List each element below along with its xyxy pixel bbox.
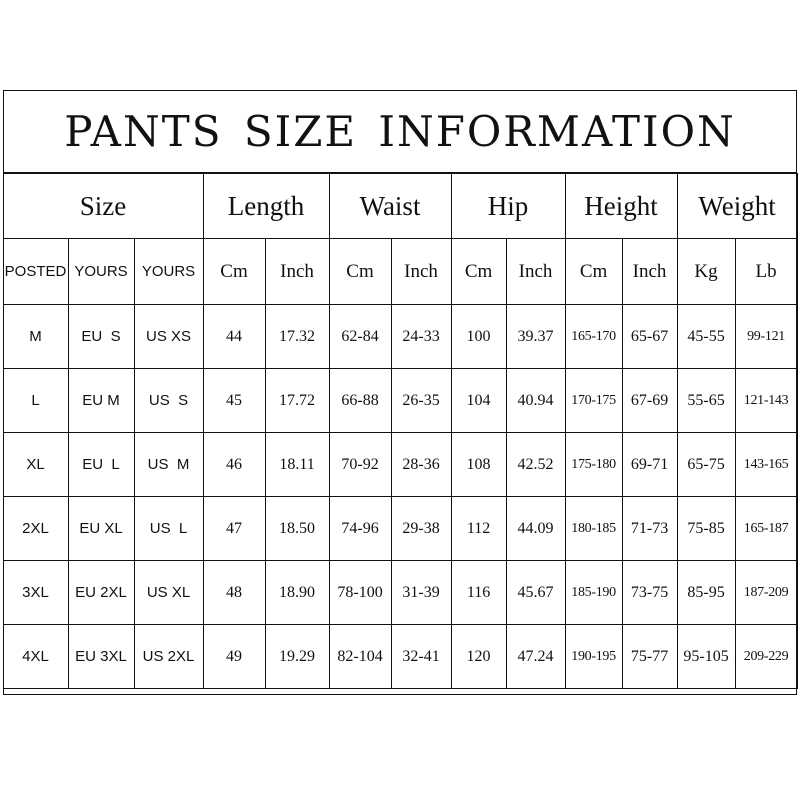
table-row — [3, 561, 797, 625]
size-chart — [3, 90, 797, 695]
table-cell: 17.32 — [265, 305, 329, 369]
group-hip: Hip — [451, 174, 565, 239]
table-cell: EU M — [68, 369, 134, 433]
unit-header-cell: Inch — [506, 239, 565, 305]
table-cell: US 2XL — [134, 625, 203, 689]
table-cell: 73-75 — [622, 561, 677, 625]
table-cell: 39.37 — [506, 305, 565, 369]
table-row — [3, 497, 797, 561]
unit-header-cell: Inch — [265, 239, 329, 305]
group-size: Size — [3, 174, 203, 239]
unit-header-cell: Cm — [203, 239, 265, 305]
table-cell: 49 — [203, 625, 265, 689]
table-cell: 75-77 — [622, 625, 677, 689]
table-cell: 32-41 — [391, 625, 451, 689]
table-cell: 112 — [451, 497, 506, 561]
table-cell: 71-73 — [622, 497, 677, 561]
table-cell: 104 — [451, 369, 506, 433]
table-cell: 2XL — [3, 497, 68, 561]
table-cell: 165-187 — [735, 497, 797, 561]
table-cell: 170-175 — [565, 369, 622, 433]
table-cell: US S — [134, 369, 203, 433]
table-cell: 66-88 — [329, 369, 391, 433]
table-cell: 175-180 — [565, 433, 622, 497]
unit-header-cell: Cm — [451, 239, 506, 305]
table-cell: 143-165 — [735, 433, 797, 497]
table-cell: 18.90 — [265, 561, 329, 625]
table-cell: 29-38 — [391, 497, 451, 561]
table-cell: 121-143 — [735, 369, 797, 433]
unit-header-cell: Lb — [735, 239, 797, 305]
table-cell: 44 — [203, 305, 265, 369]
table-cell: L — [3, 369, 68, 433]
table-cell: 62-84 — [329, 305, 391, 369]
table-cell: 165-170 — [565, 305, 622, 369]
table-cell: 45-55 — [677, 305, 735, 369]
table-cell: 46 — [203, 433, 265, 497]
group-waist: Waist — [329, 174, 451, 239]
table-row — [3, 625, 797, 689]
table-cell: 85-95 — [677, 561, 735, 625]
table-cell: US XL — [134, 561, 203, 625]
unit-header-cell: YOURS — [68, 239, 134, 305]
unit-header-cell: Kg — [677, 239, 735, 305]
table-cell: 31-39 — [391, 561, 451, 625]
table-cell: 187-209 — [735, 561, 797, 625]
table-cell: 70-92 — [329, 433, 391, 497]
table-cell: 45 — [203, 369, 265, 433]
unit-header-cell: POSTED — [3, 239, 68, 305]
table-cell: EU XL — [68, 497, 134, 561]
table-cell: 65-67 — [622, 305, 677, 369]
unit-header-cell: YOURS — [134, 239, 203, 305]
table-cell: 17.72 — [265, 369, 329, 433]
table-cell: 40.94 — [506, 369, 565, 433]
unit-header-cell: Cm — [565, 239, 622, 305]
table-cell: 45.67 — [506, 561, 565, 625]
table-cell: 44.09 — [506, 497, 565, 561]
table-cell: 28-36 — [391, 433, 451, 497]
table-cell: 3XL — [3, 561, 68, 625]
group-length: Length — [203, 174, 329, 239]
table-cell: 180-185 — [565, 497, 622, 561]
table-cell: 75-85 — [677, 497, 735, 561]
table-cell: 47 — [203, 497, 265, 561]
table-cell: 190-195 — [565, 625, 622, 689]
table-cell: M — [3, 305, 68, 369]
table-cell: 95-105 — [677, 625, 735, 689]
table-row — [3, 305, 797, 369]
group-weight: Weight — [677, 174, 797, 239]
table-cell: 108 — [451, 433, 506, 497]
table-cell: EU L — [68, 433, 134, 497]
size-table — [3, 173, 798, 689]
table-cell: 78-100 — [329, 561, 391, 625]
table-cell: 24-33 — [391, 305, 451, 369]
table-cell: 99-121 — [735, 305, 797, 369]
table-cell: 48 — [203, 561, 265, 625]
table-cell: 74-96 — [329, 497, 391, 561]
table-cell: 120 — [451, 625, 506, 689]
table-cell: 65-75 — [677, 433, 735, 497]
table-cell: US M — [134, 433, 203, 497]
table-cell: US XS — [134, 305, 203, 369]
unit-header-row — [3, 239, 797, 305]
chart-title: PANTS SIZE INFORMATION — [4, 91, 796, 173]
unit-header-cell: Cm — [329, 239, 391, 305]
table-cell: 55-65 — [677, 369, 735, 433]
table-cell: 47.24 — [506, 625, 565, 689]
table-cell: EU 3XL — [68, 625, 134, 689]
table-cell: 82-104 — [329, 625, 391, 689]
table-cell: 4XL — [3, 625, 68, 689]
table-cell: 100 — [451, 305, 506, 369]
table-cell: 69-71 — [622, 433, 677, 497]
table-cell: 18.50 — [265, 497, 329, 561]
table-cell: 26-35 — [391, 369, 451, 433]
size-rows — [3, 305, 797, 689]
unit-header-cell: Inch — [622, 239, 677, 305]
unit-header-cell: Inch — [391, 239, 451, 305]
table-cell: XL — [3, 433, 68, 497]
table-cell: 209-229 — [735, 625, 797, 689]
table-cell: 42.52 — [506, 433, 565, 497]
table-cell: 185-190 — [565, 561, 622, 625]
table-cell: EU 2XL — [68, 561, 134, 625]
table-cell: 19.29 — [265, 625, 329, 689]
table-cell: US L — [134, 497, 203, 561]
group-header-row — [3, 174, 797, 239]
table-cell: 67-69 — [622, 369, 677, 433]
table-row — [3, 369, 797, 433]
table-cell: EU S — [68, 305, 134, 369]
group-height: Height — [565, 174, 677, 239]
table-cell: 18.11 — [265, 433, 329, 497]
table-cell: 116 — [451, 561, 506, 625]
table-row — [3, 433, 797, 497]
